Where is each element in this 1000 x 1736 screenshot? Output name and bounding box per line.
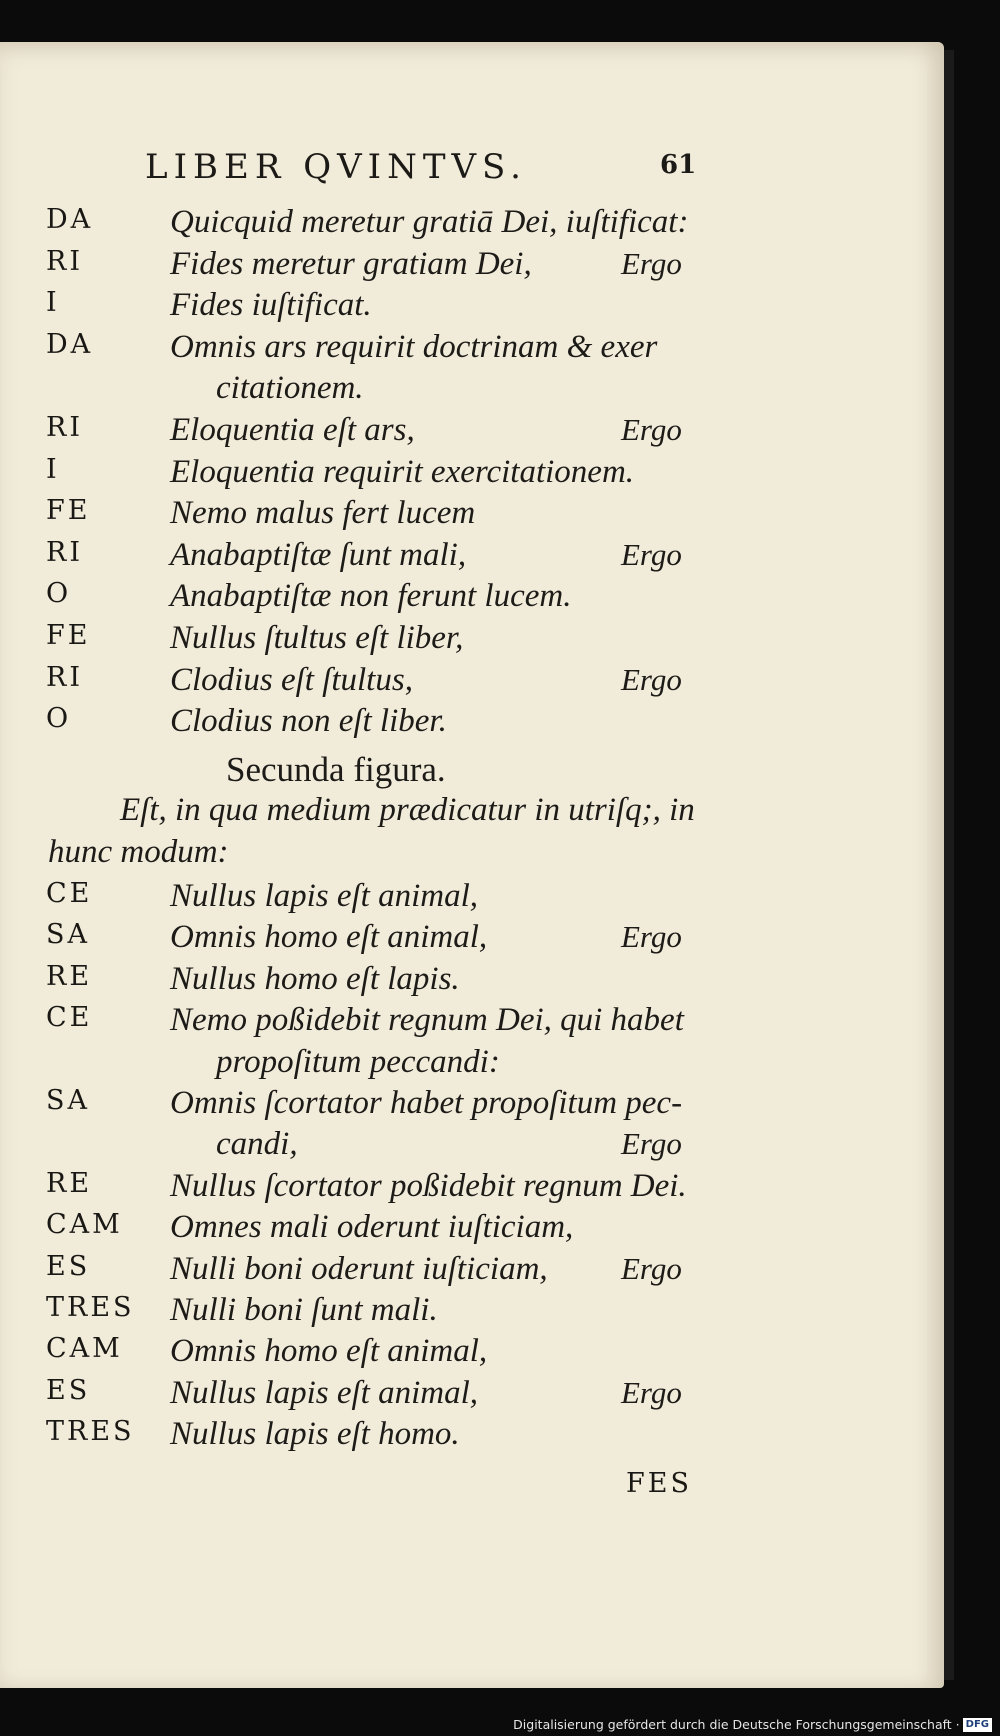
- page-edge: [944, 50, 954, 1680]
- syllogism-line: [46, 703, 706, 743]
- mood-label: DA: [46, 204, 94, 235]
- mood-label: RI: [46, 412, 83, 443]
- proposition-text: Clodius eſt ſtultus,: [170, 661, 413, 698]
- syllogism-line: [46, 1416, 706, 1456]
- ergo-marker: Ergo: [621, 245, 682, 281]
- paragraph-line-2: hunc modum:: [48, 834, 229, 870]
- syllogism-line: [46, 662, 706, 702]
- syllogism-line: [46, 495, 706, 535]
- proposition-text: Fides meretur gratiam Dei,: [170, 245, 532, 282]
- mood-label: CE: [46, 878, 93, 909]
- proposition-text: Anabaptiſtæ non ferunt lucem.: [170, 578, 572, 615]
- mood-label: RE: [46, 1167, 93, 1199]
- syllogism-line: [46, 961, 706, 1001]
- proposition-text: Eloquentia requirit exercitationem.: [170, 453, 635, 490]
- running-title: LIBER QVINTVS.: [145, 147, 527, 187]
- proposition-text: Eloquentia eſt ars,: [170, 412, 415, 448]
- ergo-marker: Ergo: [621, 1126, 682, 1162]
- mood-label: TRES: [46, 1292, 135, 1323]
- syllogism-line: [46, 246, 706, 286]
- syllogism-line: [46, 578, 706, 618]
- mood-label: O: [46, 703, 72, 735]
- paragraph-line-1: Eſt, in qua medium prædicatur in utriſq;, in: [120, 792, 695, 828]
- mood-label: FE: [46, 495, 91, 527]
- section-heading: Secunda figura.: [226, 750, 446, 789]
- proposition-text: Omnes mali oderunt iuſticiam,: [170, 1209, 574, 1246]
- syllogism-line: [46, 1002, 706, 1042]
- mood-label: DA: [46, 328, 94, 360]
- mood-label: RI: [46, 536, 83, 568]
- dfg-logo: DFG: [963, 1718, 992, 1732]
- syllogism-line: [46, 412, 706, 452]
- proposition-text: citationem.: [216, 370, 364, 407]
- mood-label: RE: [46, 960, 93, 992]
- syllogism-line: [46, 878, 706, 918]
- proposition-text: Nulli boni ſunt mali.: [170, 1292, 438, 1328]
- ergo-marker: Ergo: [621, 1250, 682, 1286]
- proposition-text: Omnis homo eſt animal,: [170, 919, 488, 956]
- mood-label: FE: [46, 620, 91, 651]
- syllogism-line: [46, 537, 706, 577]
- proposition-text: Nemo malus fert lucem: [170, 495, 476, 532]
- mood-label: RI: [46, 245, 83, 277]
- syllogism-line: [46, 1375, 706, 1415]
- folio-number: 61: [660, 150, 697, 180]
- mood-label: ES: [46, 1250, 91, 1282]
- syllogism-line: [46, 329, 706, 369]
- syllogism-line: [46, 1126, 706, 1166]
- syllogism-line: [46, 287, 706, 327]
- catchword: FES: [626, 1468, 692, 1499]
- proposition-text: Nullus homo eſt lapis.: [170, 960, 460, 997]
- proposition-text: Nullus lapis eſt animal,: [170, 1374, 479, 1411]
- mood-label: O: [46, 578, 72, 610]
- mood-label: ES: [46, 1374, 91, 1406]
- mood-label: I: [46, 287, 60, 319]
- ergo-marker: Ergo: [621, 536, 682, 572]
- syllogism-line: [46, 620, 706, 660]
- mood-label: RI: [46, 661, 83, 693]
- syllogism-line: [46, 919, 706, 959]
- ergo-marker: Ergo: [621, 919, 682, 955]
- syllogism-line: [46, 1251, 706, 1291]
- mood-label: CAM: [46, 1333, 123, 1365]
- proposition-text: Clodius non eſt liber.: [170, 703, 447, 740]
- syllogism-line: [46, 1292, 706, 1332]
- proposition-text: propoſitum peccandi:: [216, 1043, 500, 1080]
- mood-label: I: [46, 453, 60, 485]
- syllogism-line: [46, 1209, 706, 1249]
- digitization-footer: [513, 1717, 992, 1732]
- mood-label: TRES: [46, 1416, 135, 1448]
- proposition-text: Nulli boni oderunt iuſticiam,: [170, 1250, 548, 1287]
- syllogism-line: [46, 1168, 706, 1208]
- syllogism-line: [46, 204, 706, 244]
- mood-label: SA: [46, 919, 90, 951]
- mood-label: SA: [46, 1085, 90, 1116]
- proposition-text: Nullus ſtultus eſt liber,: [170, 620, 464, 656]
- proposition-text: Fides iuſtificat.: [170, 287, 372, 324]
- ergo-marker: Ergo: [621, 1374, 682, 1410]
- proposition-text: Nemo poßidebit regnum Dei, qui habet: [170, 1002, 684, 1039]
- proposition-text: Nullus lapis eſt animal,: [170, 878, 479, 914]
- proposition-text: Anabaptiſtæ ſunt mali,: [170, 536, 467, 573]
- proposition-text: Quicquid meretur gratiā Dei, iuſtificat:: [170, 204, 689, 240]
- syllogism-line: [46, 1044, 706, 1084]
- proposition-text: Omnis ſcortator habet propoſitum pec-: [170, 1085, 683, 1121]
- mood-label: CAM: [46, 1209, 123, 1241]
- footer-text: Digitalisierung gefördert durch die Deutsche Forschungsgemeinschaft ·: [513, 1717, 960, 1732]
- proposition-text: Omnis homo eſt animal,: [170, 1333, 488, 1370]
- ergo-marker: Ergo: [621, 661, 682, 697]
- proposition-text: Omnis ars requirit doctrinam & exer: [170, 328, 658, 365]
- syllogism-line: [46, 1333, 706, 1373]
- syllogism-line: [46, 1085, 706, 1125]
- syllogism-line: [46, 370, 706, 410]
- proposition-text: Nullus lapis eſt homo.: [170, 1416, 460, 1453]
- proposition-text: candi,: [216, 1126, 298, 1163]
- mood-label: CE: [46, 1002, 93, 1034]
- syllogism-line: [46, 454, 706, 494]
- ergo-marker: Ergo: [621, 412, 682, 447]
- proposition-text: Nullus ſcortator poßidebit regnum Dei.: [170, 1167, 687, 1204]
